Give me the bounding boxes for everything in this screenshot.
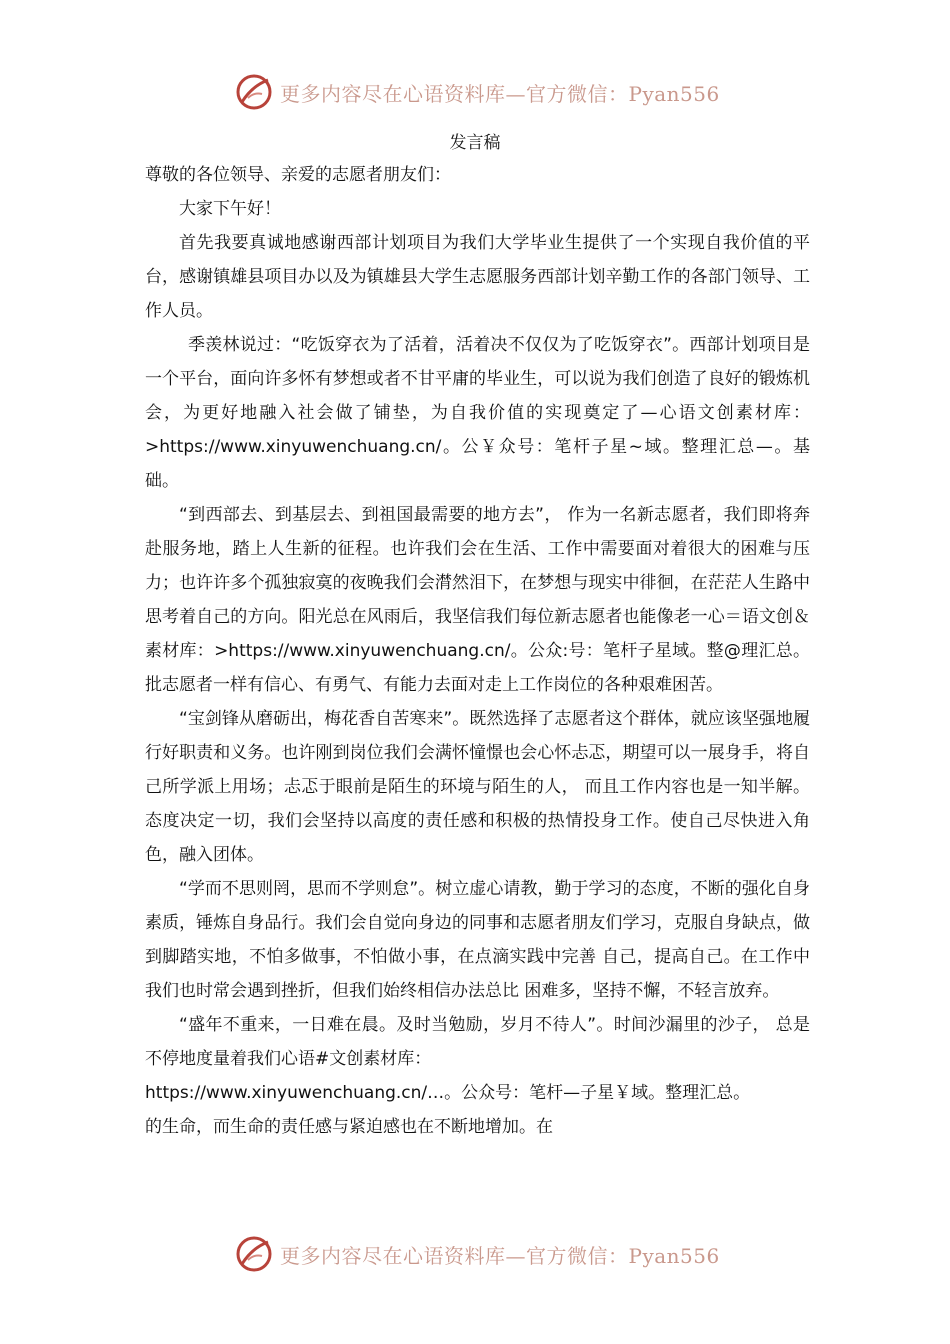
paragraph: “到西部去、到基层去、到祖国最需要的地方去”， 作为一名新志愿者，我们即将奔赴服务地，踏上人生新的征程。也许我们会在生活、工作中需要面对着很大的困难与压力；也许许多个孤独寂寞的夜晚我们会潸然泪下，在梦想与现实中徘徊，在茫茫人生路中思考着自己的方向。阳光总在风雨后，我坚信我们每位新志愿者也能像老一心＝语文创＆素材库：>https://www.xinyuwenchuang.cn/。公众:号：笔杆子星域。整@理汇总。批志愿者一样有信心、有勇气、有能力去面对走上工作岗位的各种艰难困苦。 [145,505,810,695]
seal-logo-icon [234,72,274,112]
footer-watermark-banner [0,1232,950,1276]
paragraph: “盛年不重来，一日难在晨。及时当勉励，岁月不待人”。时间沙漏里的沙子， 总是不停地度量着我们心语#文创素材库： [145,1015,810,1069]
greeting: 大家下午好！ [179,199,281,219]
header-watermark-banner [0,70,950,114]
watermark-text: 更多内容尽在心语资料库—官方微信：Pyan556 [280,81,720,106]
paragraph: 季羡林说过：“吃饭穿衣为了活着，活着决不仅仅为了吃饭穿衣”。西部计划项目是一个平台，面向许多怀有梦想或者不甘平庸的毕业生，可以说为我们创造了良好的锻炼机会，为更好地融入社会做了铺垫，为自我价值的实现奠定了—心语文创素材库：>https://www.xinyuwenchuang.cn/。公￥众号：笔杆子星~域。整理汇总—。基础。 [145,335,810,491]
paragraph-continuation: 的生命，而生命的责任感与紧迫感也在不断地增加。在 [145,1117,553,1137]
watermark-text: 更多内容尽在心语资料库—官方微信：Pyan556 [280,1243,720,1268]
document-body [145,158,810,1144]
seal-logo-icon [234,1234,274,1274]
paragraph: 首先我要真诚地感谢西部计划项目为我们大学毕业生提供了一个实现自我价值的平台，感谢镇雄县项目办以及为镇雄县大学生志愿服务西部计划辛勤工作的各部门领导、工作人员。 [145,233,810,321]
paragraph-continuation: https://www.xinyuwenchuang.cn/…。公众号：笔杆—子星￥域。整理汇总。 [145,1083,751,1103]
document-title: 发言稿 [449,133,501,153]
paragraph: “宝剑锋从磨砺出，梅花香自苦寒来”。既然选择了志愿者这个群体，就应该坚强地履行好职责和义务。也许刚到岗位我们会满怀憧憬也会心怀忐忑，期望可以一展身手，将自己所学派上用场；忐忑于眼前是陌生的环境与陌生的人， 而且工作内容也是一知半解。态度决定一切，我们会坚持以高度的责任感和积极的热情投身工作。使自己尽快进入角色，融入团体。 [145,709,810,865]
paragraph: “学而不思则罔，思而不学则怠”。树立虚心请教，勤于学习的态度，不断的强化自身素质，锤炼自身品行。我们会自觉向身边的同事和志愿者朋友们学习，克服自身缺点，做到脚踏实地，不怕多做事，不怕做小事，在点滴实践中完善 自己，提高自己。在工作中我们也时常会遇到挫折，但我们始终相信办法总比 困难多，坚持不懈，不轻言放弃。 [145,879,810,1001]
salutation: 尊敬的各位领导、亲爱的志愿者朋友们： [145,165,451,185]
